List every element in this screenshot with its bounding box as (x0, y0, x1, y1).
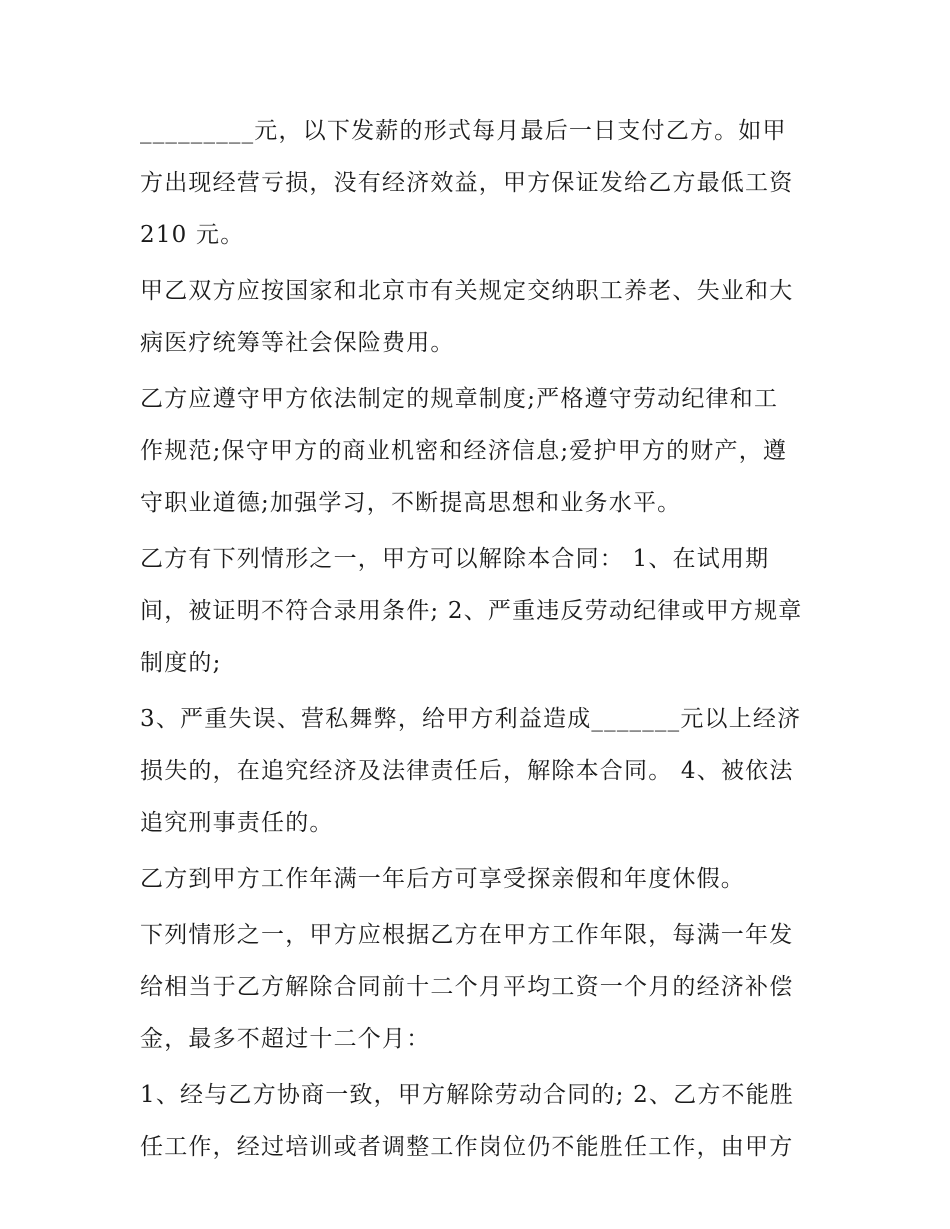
text-line: 乙方应遵守甲方依法制定的规章制度;严格遵守劳动纪律和工 (140, 386, 779, 412)
text-line: 守职业道德;加强学习，不断提高思想和业务水平。 (140, 490, 682, 516)
paragraph-salary (140, 105, 820, 261)
paragraph-rules (140, 373, 820, 529)
text-line: 1、经与乙方协商一致，甲方解除劳动合同的; 2、乙方不能胜 (140, 1082, 795, 1108)
paragraph-cases (140, 1069, 820, 1173)
paragraph-serious-misconduct (140, 693, 820, 849)
text-line: 下列情形之一，甲方应根据乙方在甲方工作年限，每满一年发 (140, 922, 794, 948)
text-line: 210 元。 (140, 222, 245, 248)
text-line: 病医疗统筹等社会保险费用。 (140, 330, 455, 356)
text-line: 甲乙双方应按国家和北京市有关规定交纳职工养老、失业和大 (140, 278, 794, 304)
paragraph-termination (140, 533, 820, 689)
paragraph-leave (140, 853, 820, 905)
text-line: 追究刑事责任的。 (140, 810, 334, 836)
text-line: 3、严重失误、营私舞弊，给甲方利益造成_______元以上经济 (140, 706, 802, 732)
text-line: 作规范;保守甲方的商业机密和经济信息;爱护甲方的财产，遵 (140, 438, 788, 464)
text-line: 乙方有下列情形之一，甲方可以解除本合同： 1、在试用期 (140, 546, 770, 572)
text-line: 乙方到甲方工作年满一年后方可享受探亲假和年度休假。 (140, 866, 745, 892)
text-line: 金，最多不超过十二个月： (140, 1026, 431, 1052)
document-body (140, 105, 820, 1177)
text-line: 间，被证明不符合录用条件; 2、严重违反劳动纪律或甲方规章 (140, 598, 803, 624)
text-line: 给相当于乙方解除合同前十二个月平均工资一个月的经济补偿 (140, 974, 794, 1000)
text-line: 损失的，在追究经济及法律责任后，解除本合同。 4、被依法 (140, 758, 794, 784)
paragraph-compensation (140, 909, 820, 1065)
paragraph-insurance (140, 265, 820, 369)
text-line: 任工作，经过培训或者调整工作岗位仍不能胜任工作，由甲方 (140, 1134, 794, 1160)
text-line: 方出现经营亏损，没有经济效益，甲方保证发给乙方最低工资 (140, 170, 794, 196)
text-line: 制度的; (140, 650, 222, 676)
text-line: _________元，以下发薪的形式每月最后一日支付乙方。如甲 (140, 118, 787, 144)
